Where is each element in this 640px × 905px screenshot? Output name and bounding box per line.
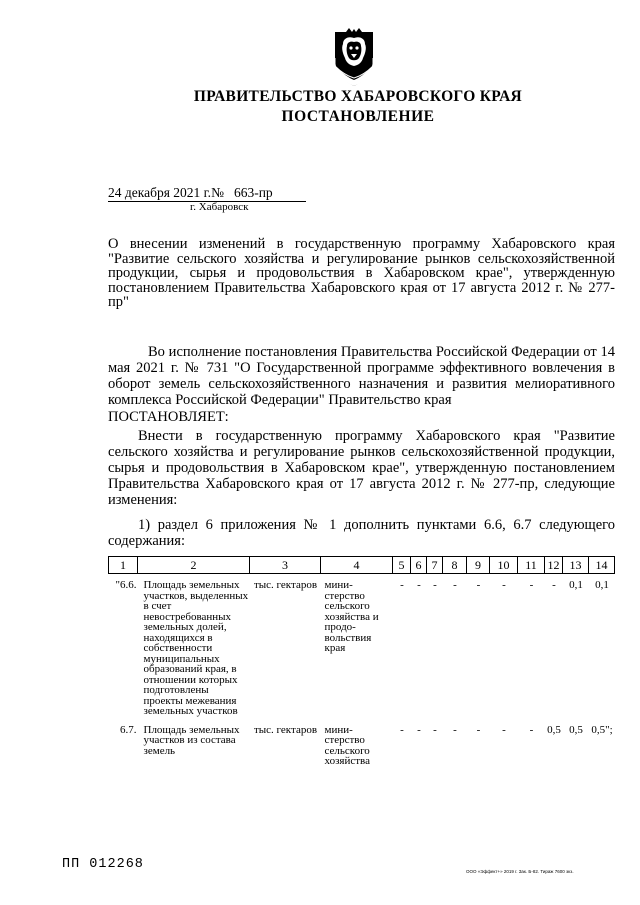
column-header: 7 [427, 557, 443, 574]
organization-title: ПРАВИТЕЛЬСТВО ХАБАРОВСКОГО КРАЯ [193, 88, 523, 105]
value-cell: - [529, 723, 534, 736]
value-cell: - [502, 579, 506, 591]
indicator-name: Площадь земельных участков из состава земель [143, 723, 240, 757]
amendment-item-1: 1) раздел 6 приложения № 1 дополнить пунктами 6.6, 6.7 следующего содержания: [108, 517, 615, 549]
value-cell: - [476, 723, 481, 736]
form-serial-number: ПП 012268 [62, 857, 144, 872]
date-number-line [108, 185, 306, 202]
table-row [109, 719, 615, 769]
column-header: 12 [545, 557, 563, 574]
column-header: 13 [563, 557, 589, 574]
value-cell: - [476, 579, 481, 591]
value-cell: - [529, 579, 534, 591]
column-header: 1 [109, 557, 138, 574]
value-cell: - [453, 723, 457, 736]
column-header: 4 [321, 557, 393, 574]
value-cell: 0,5 [569, 723, 583, 736]
value-cell: - [400, 579, 404, 591]
value-cell: - [417, 723, 421, 736]
document-subject: О внесении изменений в государственную программу Хабаровского края "Развитие сельского хозяйства и регулирование рынков сельскохозяйственной продукции, сырья и продовольствия в Хабаровском крае", утвержденную постановлением Правительства Хабаровского края от 17 августа 2012 г. № 277-пр" [108, 236, 615, 310]
value-cell: - [433, 579, 437, 591]
responsible-cell: мини- стерство сельского хозяйства [324, 723, 370, 767]
row-number: 6.7. [120, 723, 137, 736]
value-cell: - [433, 723, 437, 736]
preamble-paragraph: Во исполнение постановления Правительства Российской Федерации от 14 мая 2021 г. № 731 "О Государственной программе эффективного вовлечения в оборот земель сельскохозяйственного назначения и развития мелиоративного комплекса Российской Федерации" Правительство края [108, 344, 615, 408]
column-header: 14 [589, 557, 615, 574]
city: г. Хабаровск [190, 201, 249, 213]
value-cell: 0,1 [595, 579, 609, 591]
column-header: 11 [518, 557, 545, 574]
column-header: 10 [490, 557, 518, 574]
printer-imprint: ООО «Эффект+» 2019 г. Зак. Б-82. Тираж 7600 экз. [466, 869, 574, 874]
indicators-table [108, 556, 615, 769]
number-sign: № [211, 185, 224, 200]
unit-cell: тыс. гектаров [253, 579, 318, 591]
value-cell: - [400, 723, 404, 736]
document-number: 663-пр [224, 185, 306, 202]
column-header: 6 [411, 557, 427, 574]
value-cell: - [453, 579, 457, 591]
document-type: ПОСТАНОВЛЕНИЕ [281, 108, 435, 125]
column-header: 9 [467, 557, 490, 574]
value-cell: - [552, 579, 556, 591]
column-header: 2 [138, 557, 250, 574]
document-date: 24 декабря 2021 г. [108, 185, 212, 200]
table-row [109, 574, 615, 719]
row-number: "6.6. [115, 579, 137, 591]
column-header: 8 [443, 557, 467, 574]
value-cell: 0,1 [569, 579, 583, 591]
amendment-paragraph: Внести в государственную программу Хабаровского края "Развитие сельского хозяйства и регулирование рынков сельскохозяйственной продукции, сырья и продовольствия в Хабаровском крае", утвержденную постановлением Правительства Хабаровского края от 17 августа 2012 г. № 277-пр, следующие изменения: [108, 428, 615, 508]
indicator-name: Площадь земельных участков, выделенных в счет невостребованных земельных долей, находящихся в собственности муниципальных образований края, в отношении которых подготовлены проекты межевания земельных участков [143, 579, 249, 717]
value-cell: - [502, 723, 506, 736]
column-header: 5 [393, 557, 411, 574]
resolution-keyword: ПОСТАНОВЛЯЕТ: [108, 409, 229, 425]
coat-of-arms-icon [329, 28, 379, 88]
responsible-cell: мини- стерство сельского хозяйства и продо- вольствия края [324, 579, 379, 654]
value-cell: - [417, 579, 421, 591]
value-cell: 0,5"; [591, 723, 613, 736]
value-cell: 0,5 [547, 723, 561, 736]
table-header-row [109, 557, 615, 574]
unit-cell: тыс. гектаров [253, 723, 318, 736]
column-header: 3 [250, 557, 321, 574]
